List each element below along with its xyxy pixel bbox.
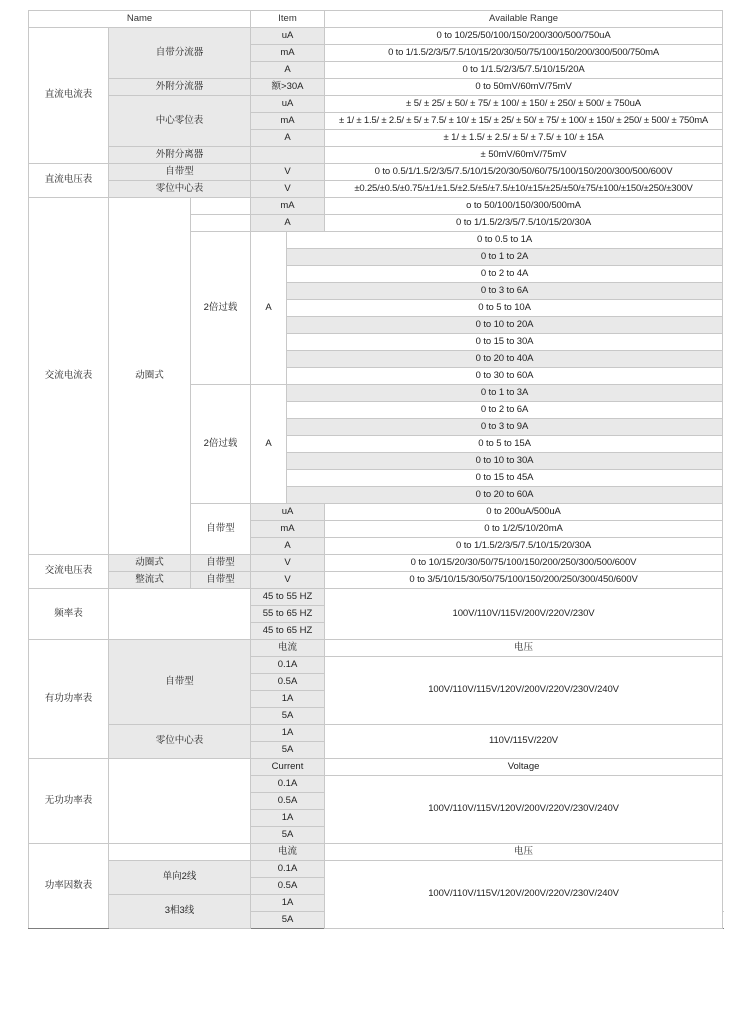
header-item: Item [251,11,325,28]
spacer-cell [191,198,251,215]
range-cell: ± 5/ ± 25/ ± 50/ ± 75/ ± 100/ ± 150/ ± 250/ ± 500/ ± 750uA [325,96,723,113]
sub-built-in-type: 自带型 [191,555,251,572]
unit-cell: V [251,181,325,198]
sub-three-phase-3wire: 3相3线 [109,895,251,929]
current-step: 0.1A [251,657,325,674]
range-cell: ±0.25/±0.5/±0.75/±1/±1.5/±2.5/±5/±7.5/±10/±15/±25/±50/±75/±100/±150/±250/±300V [325,181,723,198]
col-header-current: 电流 [251,844,325,861]
range-cell: ± 1/ ± 1.5/ ± 2.5/ ± 5/ ± 7.5/ ± 10/ ± 15/ ± 25/ ± 50/ ± 75/ ± 100/ ± 150/ ± 250/ ± 500/ ± 750mA [325,113,723,130]
sub-rectifier: 整流式 [109,572,191,589]
unit-cell: A [251,62,325,79]
unit-cell: A [251,232,287,385]
freq-cell: 55 to 65 HZ [251,606,325,623]
col-header-current: Current [251,759,325,776]
range-cell: 0 to 0.5/1/1.5/2/3/5/7.5/10/15/20/30/50/60/75/100/150/200/300/500/600V [325,164,723,181]
col-header-current: 电流 [251,640,325,657]
current-step: 0.5A [251,793,325,810]
category-ac-current: 交流电流表 [29,198,109,555]
freq-cell: 45 to 55 HZ [251,589,325,606]
unit-cell: A [251,538,325,555]
range-cell: ± 1/ ± 1.5/ ± 2.5/ ± 5/ ± 7.5/ ± 10/ ± 15A [325,130,723,147]
range-cell: 0 to 50mV/60mV/75mV [325,79,723,96]
sub-built-in-type: 自带型 [109,640,251,725]
current-step: 0.5A [251,674,325,691]
category-power-factor: 功率因数表 [29,844,109,929]
table-row [29,96,723,113]
sub-ext-isolator: 外附分离器 [109,147,251,164]
unit-cell: mA [251,45,325,62]
range-cell: 0 to 1/1.5/2/3/5/7.5/10/15/20/30/50/75/100/150/200/300/500/750mA [325,45,723,62]
current-step: 5A [251,827,325,844]
unit-cell: uA [251,96,325,113]
freq-cell: 45 to 65 HZ [251,623,325,640]
category-reactive-power: 无功功率表 [29,759,109,844]
range-cell: 110V/115V/220V [325,725,723,759]
table-row [29,181,723,198]
range-cell: 100V/110V/115V/120V/200V/220V/230V/240V [325,861,723,929]
unit-cell: V [251,555,325,572]
range-cell: ± 50mV/60mV/75mV [325,147,723,164]
sub-built-in-type: 自带型 [191,572,251,589]
spacer-cell [109,589,251,640]
header-range: Available Range [325,11,723,28]
table-row [29,572,723,589]
range-cell: 0 to 3/5/10/15/30/50/75/100/150/200/250/300/450/600V [325,572,723,589]
header-name: Name [29,11,251,28]
table-row [29,198,723,215]
category-dc-voltage: 直流电压表 [29,164,109,198]
sub-overload-2x-b: 2倍过载 [191,385,251,504]
sub-built-in-type: 自带型 [191,504,251,555]
table-row [29,147,723,164]
range-cell: 0 to 1 to 3A [287,385,723,402]
current-step: 0.1A [251,861,325,878]
range-cell: 100V/110V/115V/200V/220V/230V [325,589,723,640]
sub-ext-shunt: 外附分流器 [109,79,251,96]
unit-cell: A [251,130,325,147]
range-cell: 0 to 15 to 30A [287,334,723,351]
table-row [29,555,723,572]
category-frequency: 频率表 [29,589,109,640]
table-row [29,725,723,742]
range-cell: 0 to 200uA/500uA [325,504,723,521]
current-step: 1A [251,725,325,742]
sub-built-in-shunt: 自带分流器 [109,28,251,79]
range-cell: 0 to 1/1.5/2/3/5/7.5/10/15/20/30A [325,538,723,555]
current-step: 5A [251,708,325,725]
range-cell: 0 to 10 to 20A [287,317,723,334]
range-cell: 0 to 2 to 4A [287,266,723,283]
range-cell: 0 to 15 to 45A [287,470,723,487]
specification-table [28,10,723,929]
range-cell: 0 to 10 to 30A [287,453,723,470]
range-cell: 0 to 5 to 15A [287,436,723,453]
spacer-cell [109,844,251,861]
range-cell: 0 to 1 to 2A [287,249,723,266]
sub-center-zero: 中心零位表 [109,96,251,147]
range-cell: 0 to 30 to 60A [287,368,723,385]
current-step: 0.1A [251,776,325,793]
unit-cell: A [251,385,287,504]
current-step: 1A [251,691,325,708]
unit-cell: mA [251,198,325,215]
unit-cell: mA [251,521,325,538]
range-cell: 0 to 3 to 6A [287,283,723,300]
table-row [29,589,723,606]
unit-cell [251,147,325,164]
category-dc-current: 直流电流表 [29,28,109,164]
range-cell: 0 to 0.5 to 1A [287,232,723,249]
spacer-cell [109,759,251,844]
col-header-voltage: 电压 [325,844,723,861]
range-cell: 100V/110V/115V/120V/200V/220V/230V/240V [325,776,723,844]
unit-cell: V [251,164,325,181]
current-step: 5A [251,912,325,929]
table-row [29,844,723,861]
table-row [29,640,723,657]
range-cell: o to 50/100/150/300/500mA [325,198,723,215]
unit-cell: mA [251,113,325,130]
range-cell: 100V/110V/115V/120V/200V/220V/230V/240V [325,657,723,725]
sub-overload-2x-a: 2倍过载 [191,232,251,385]
unit-cell: uA [251,28,325,45]
unit-cell: A [251,215,325,232]
unit-cell: V [251,572,325,589]
table-row [29,79,723,96]
current-step: 1A [251,810,325,827]
sub-moving-coil: 动圈式 [109,198,191,555]
sub-zero-center: 零位中心表 [109,725,251,759]
category-ac-voltage: 交流电压表 [29,555,109,589]
col-header-voltage: 电压 [325,640,723,657]
range-cell: 0 to 20 to 40A [287,351,723,368]
category-active-power: 有功功率表 [29,640,109,759]
table-row [29,759,723,776]
range-cell: 0 to 10/25/50/100/150/200/300/500/750uA [325,28,723,45]
unit-cell: 额>30A [251,79,325,96]
range-cell: 0 to 3 to 9A [287,419,723,436]
col-header-voltage: Voltage [325,759,723,776]
range-cell: 0 to 20 to 60A [287,487,723,504]
sub-built-in-type: 自带型 [109,164,251,181]
range-cell: 0 to 2 to 6A [287,402,723,419]
table-row [29,861,723,878]
range-cell: 0 to 5 to 10A [287,300,723,317]
table-header-row [29,11,723,28]
current-step: 0.5A [251,878,325,895]
sub-moving-coil: 动圈式 [109,555,191,572]
unit-cell: uA [251,504,325,521]
spacer-cell [191,215,251,232]
table-row [29,28,723,45]
sub-single-phase-2wire: 单向2线 [109,861,251,895]
table-row [29,164,723,181]
range-cell: 0 to 1/1.5/2/3/5/7.5/10/15/20/30A [325,215,723,232]
sub-zero-center: 零位中心表 [109,181,251,198]
range-cell: 0 to 1/2/5/10/20mA [325,521,723,538]
current-step: 1A [251,895,325,912]
current-step: 5A [251,742,325,759]
range-cell: 0 to 10/15/20/30/50/75/100/150/200/250/300/500/600V [325,555,723,572]
range-cell: 0 to 1/1.5/2/3/5/7.5/10/15/20A [325,62,723,79]
